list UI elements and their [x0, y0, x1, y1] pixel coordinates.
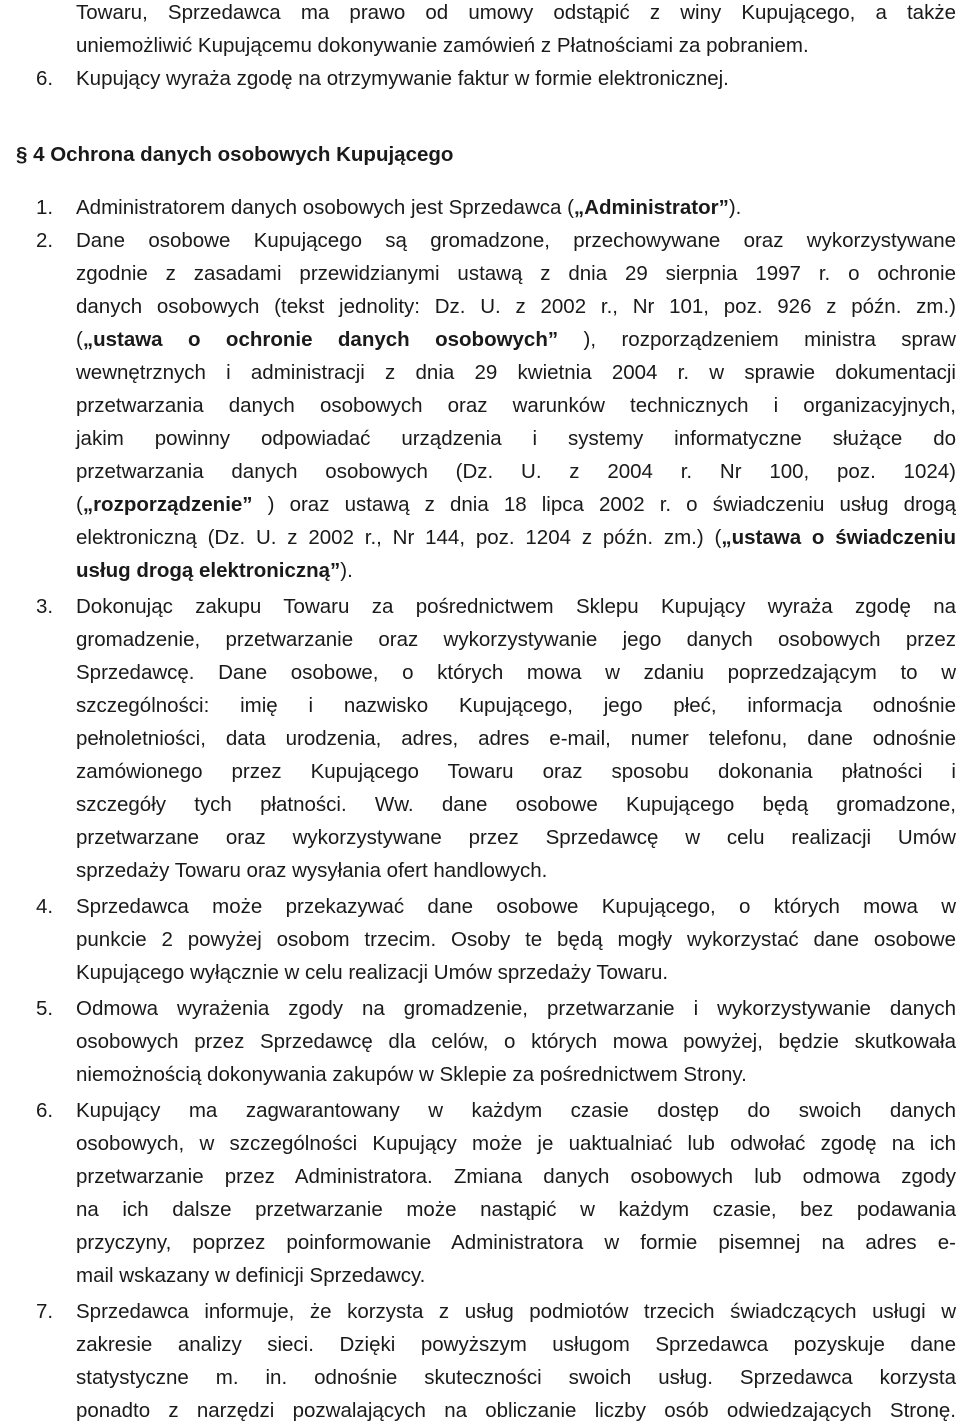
- item-text: Odmowa wyrażenia zgody na gromadzenie, przetwarzanie i wykorzystywanie danych: [76, 997, 956, 1020]
- item-line: ponadto z narzędzi pozwalających na obliczanie liczby osób odwiedzających Stronę.: [76, 1399, 956, 1422]
- item-number: 5.: [36, 997, 54, 1020]
- item-text: Dane osobowe Kupującego są gromadzone, przechowywane oraz wykorzystywane: [76, 229, 956, 252]
- item-line: [0, 523, 956, 553]
- defined-term: „rozporządzenie”: [82, 493, 253, 516]
- item-line: osobowych przez Sprzedawcę dla celów, o których mowa powyżej, będzie skutkowała: [76, 1030, 956, 1053]
- item-line: niemożnością dokonywania zakupów w Sklepie za pośrednictwem Strony.: [76, 1063, 747, 1086]
- item-line: przetwarzania danych osobowych (Dz. U. z 2004 r. Nr 100, poz. 1024): [76, 460, 956, 483]
- item-line: zgodnie z zasadami przewidzianymi ustawą z dnia 29 sierpnia 1997 r. o ochronie: [76, 262, 956, 285]
- item-line: statystyczne m. in. odnośnie skuteczności swoich usług. Sprzedawca korzysta: [76, 1366, 956, 1389]
- item-line: przyczyny, poprzez poinformowanie Administratora w formie pisemnej na adres e-: [76, 1231, 956, 1254]
- item-line: pełnoletniości, data urodzenia, adres, adres e-mail, numer telefonu, dane odnośnie: [76, 727, 956, 750]
- paren: (: [76, 493, 83, 516]
- item-text: ).: [728, 196, 742, 219]
- item-text: Sprzedawca może przekazywać dane osobowe Kupującego, o których mowa w: [76, 895, 956, 918]
- item-text: Kupujący wyraża zgodę na otrzymywanie faktur w formie elektronicznej.: [76, 67, 729, 90]
- item-line: przetwarzanie przez Administratora. Zmiana danych osobowych lub odmowa zgody: [76, 1165, 956, 1188]
- item-number: 6.: [36, 67, 54, 90]
- list-item: [0, 193, 956, 223]
- item-text: Dokonując zakupu Towaru za pośrednictwem Sklepu Kupujący wyraża zgodę na: [76, 595, 956, 618]
- list-item: [0, 994, 956, 1024]
- item-text: ) oraz ustawą z dnia 18 lipca 2002 r. o świadczeniu usług drogą: [267, 493, 956, 516]
- list-item: [0, 592, 956, 622]
- list-item: [0, 1297, 956, 1327]
- item-line: [0, 556, 956, 586]
- item-line: zakresie analizy sieci. Dzięki powyższym usługom Sprzedawca pozyskuje dane: [76, 1333, 956, 1356]
- item-line: Sprzedawcę. Dane osobowe, o których mowa w zdaniu poprzedzającym to w: [76, 661, 956, 684]
- item-line: szczegóły tych płatności. Ww. dane osobowe Kupującego będą gromadzone,: [76, 793, 956, 816]
- item-line: jakim powinny odpowiadać urządzenia i systemy informatyczne służące do: [76, 427, 956, 450]
- item-number: 6.: [36, 1099, 54, 1122]
- item-line: zamówionego przez Kupującego Towaru oraz sposobu dokonania płatności i: [76, 760, 956, 783]
- item-number: 4.: [36, 895, 54, 918]
- item-line: Kupującego wyłącznie w celu realizacji Umów sprzedaży Towaru.: [76, 961, 669, 984]
- section-heading: § 4 Ochrona danych osobowych Kupującego: [16, 143, 454, 166]
- item-text: ), rozporządzeniem ministra spraw: [583, 328, 956, 351]
- item-number: 7.: [36, 1300, 54, 1323]
- item-line: [0, 325, 956, 355]
- list-item: [0, 892, 956, 922]
- item-line: przetwarzania danych osobowych oraz warunków technicznych i organizacyjnych,: [76, 394, 956, 417]
- item-line: przetwarzane oraz wykorzystywane przez Sprzedawcę w celu realizacji Umów: [76, 826, 956, 849]
- intro-line: uniemożliwić Kupującemu dokonywanie zamówień z Płatnościami za pobraniem.: [76, 34, 809, 57]
- item-line: gromadzenie, przetwarzanie oraz wykorzystywanie jego danych osobowych przez: [76, 628, 956, 651]
- item-line: wewnętrznych i administracji z dnia 29 kwietnia 2004 r. w sprawie dokumentacji: [76, 361, 956, 384]
- defined-term: „Administrator”: [573, 196, 729, 219]
- item-text: ).: [340, 559, 353, 582]
- item-line: danych osobowych (tekst jednolity: Dz. U. z 2002 r., Nr 101, poz. 926 z późn. zm.): [76, 295, 956, 318]
- item-number: 3.: [36, 595, 54, 618]
- item-line: sprzedaży Towaru oraz wysyłania ofert handlowych.: [76, 859, 548, 882]
- intro-line: Towaru, Sprzedawca ma prawo od umowy odstąpić z winy Kupującego, a także: [76, 1, 956, 24]
- item-text: Kupujący ma zagwarantowany w każdym czasie dostęp do swoich danych: [76, 1099, 956, 1122]
- paren: (: [76, 328, 83, 351]
- list-item: [0, 1096, 956, 1126]
- item-line: punkcie 2 powyżej osobom trzecim. Osoby te będą mogły wykorzystać dane osobowe: [76, 928, 956, 951]
- item-line: na ich dalsze przetwarzanie może nastąpić w każdym czasie, bez podawania: [76, 1198, 956, 1221]
- item-line: [0, 490, 956, 520]
- item-number: 1.: [36, 196, 54, 219]
- item-line: mail wskazany w definicji Sprzedawcy.: [76, 1264, 426, 1287]
- item-text: elektroniczną (Dz. U. z 2002 r., Nr 144, poz. 1204 z późn. zm.) (: [76, 526, 722, 549]
- list-item: [0, 64, 956, 94]
- defined-term: „ustawa o ochronie danych osobowych”: [82, 328, 559, 351]
- list-item: [0, 226, 956, 256]
- item-line: osobowych, w szczególności Kupujący może je uaktualniać lub odwołać zgodę na ich: [76, 1132, 956, 1155]
- item-number: 2.: [36, 229, 54, 252]
- item-text: Sprzedawca informuje, że korzysta z usług podmiotów trzecich świadczących usługi w: [76, 1300, 956, 1323]
- defined-term: usług drogą elektroniczną”: [76, 559, 341, 582]
- item-text: Administratorem danych osobowych jest Sprzedawca (: [76, 196, 574, 219]
- item-line: szczególności: imię i nazwisko Kupującego, jego płeć, informacja odnośnie: [76, 694, 956, 717]
- defined-term: „ustawa o świadczeniu: [721, 526, 956, 549]
